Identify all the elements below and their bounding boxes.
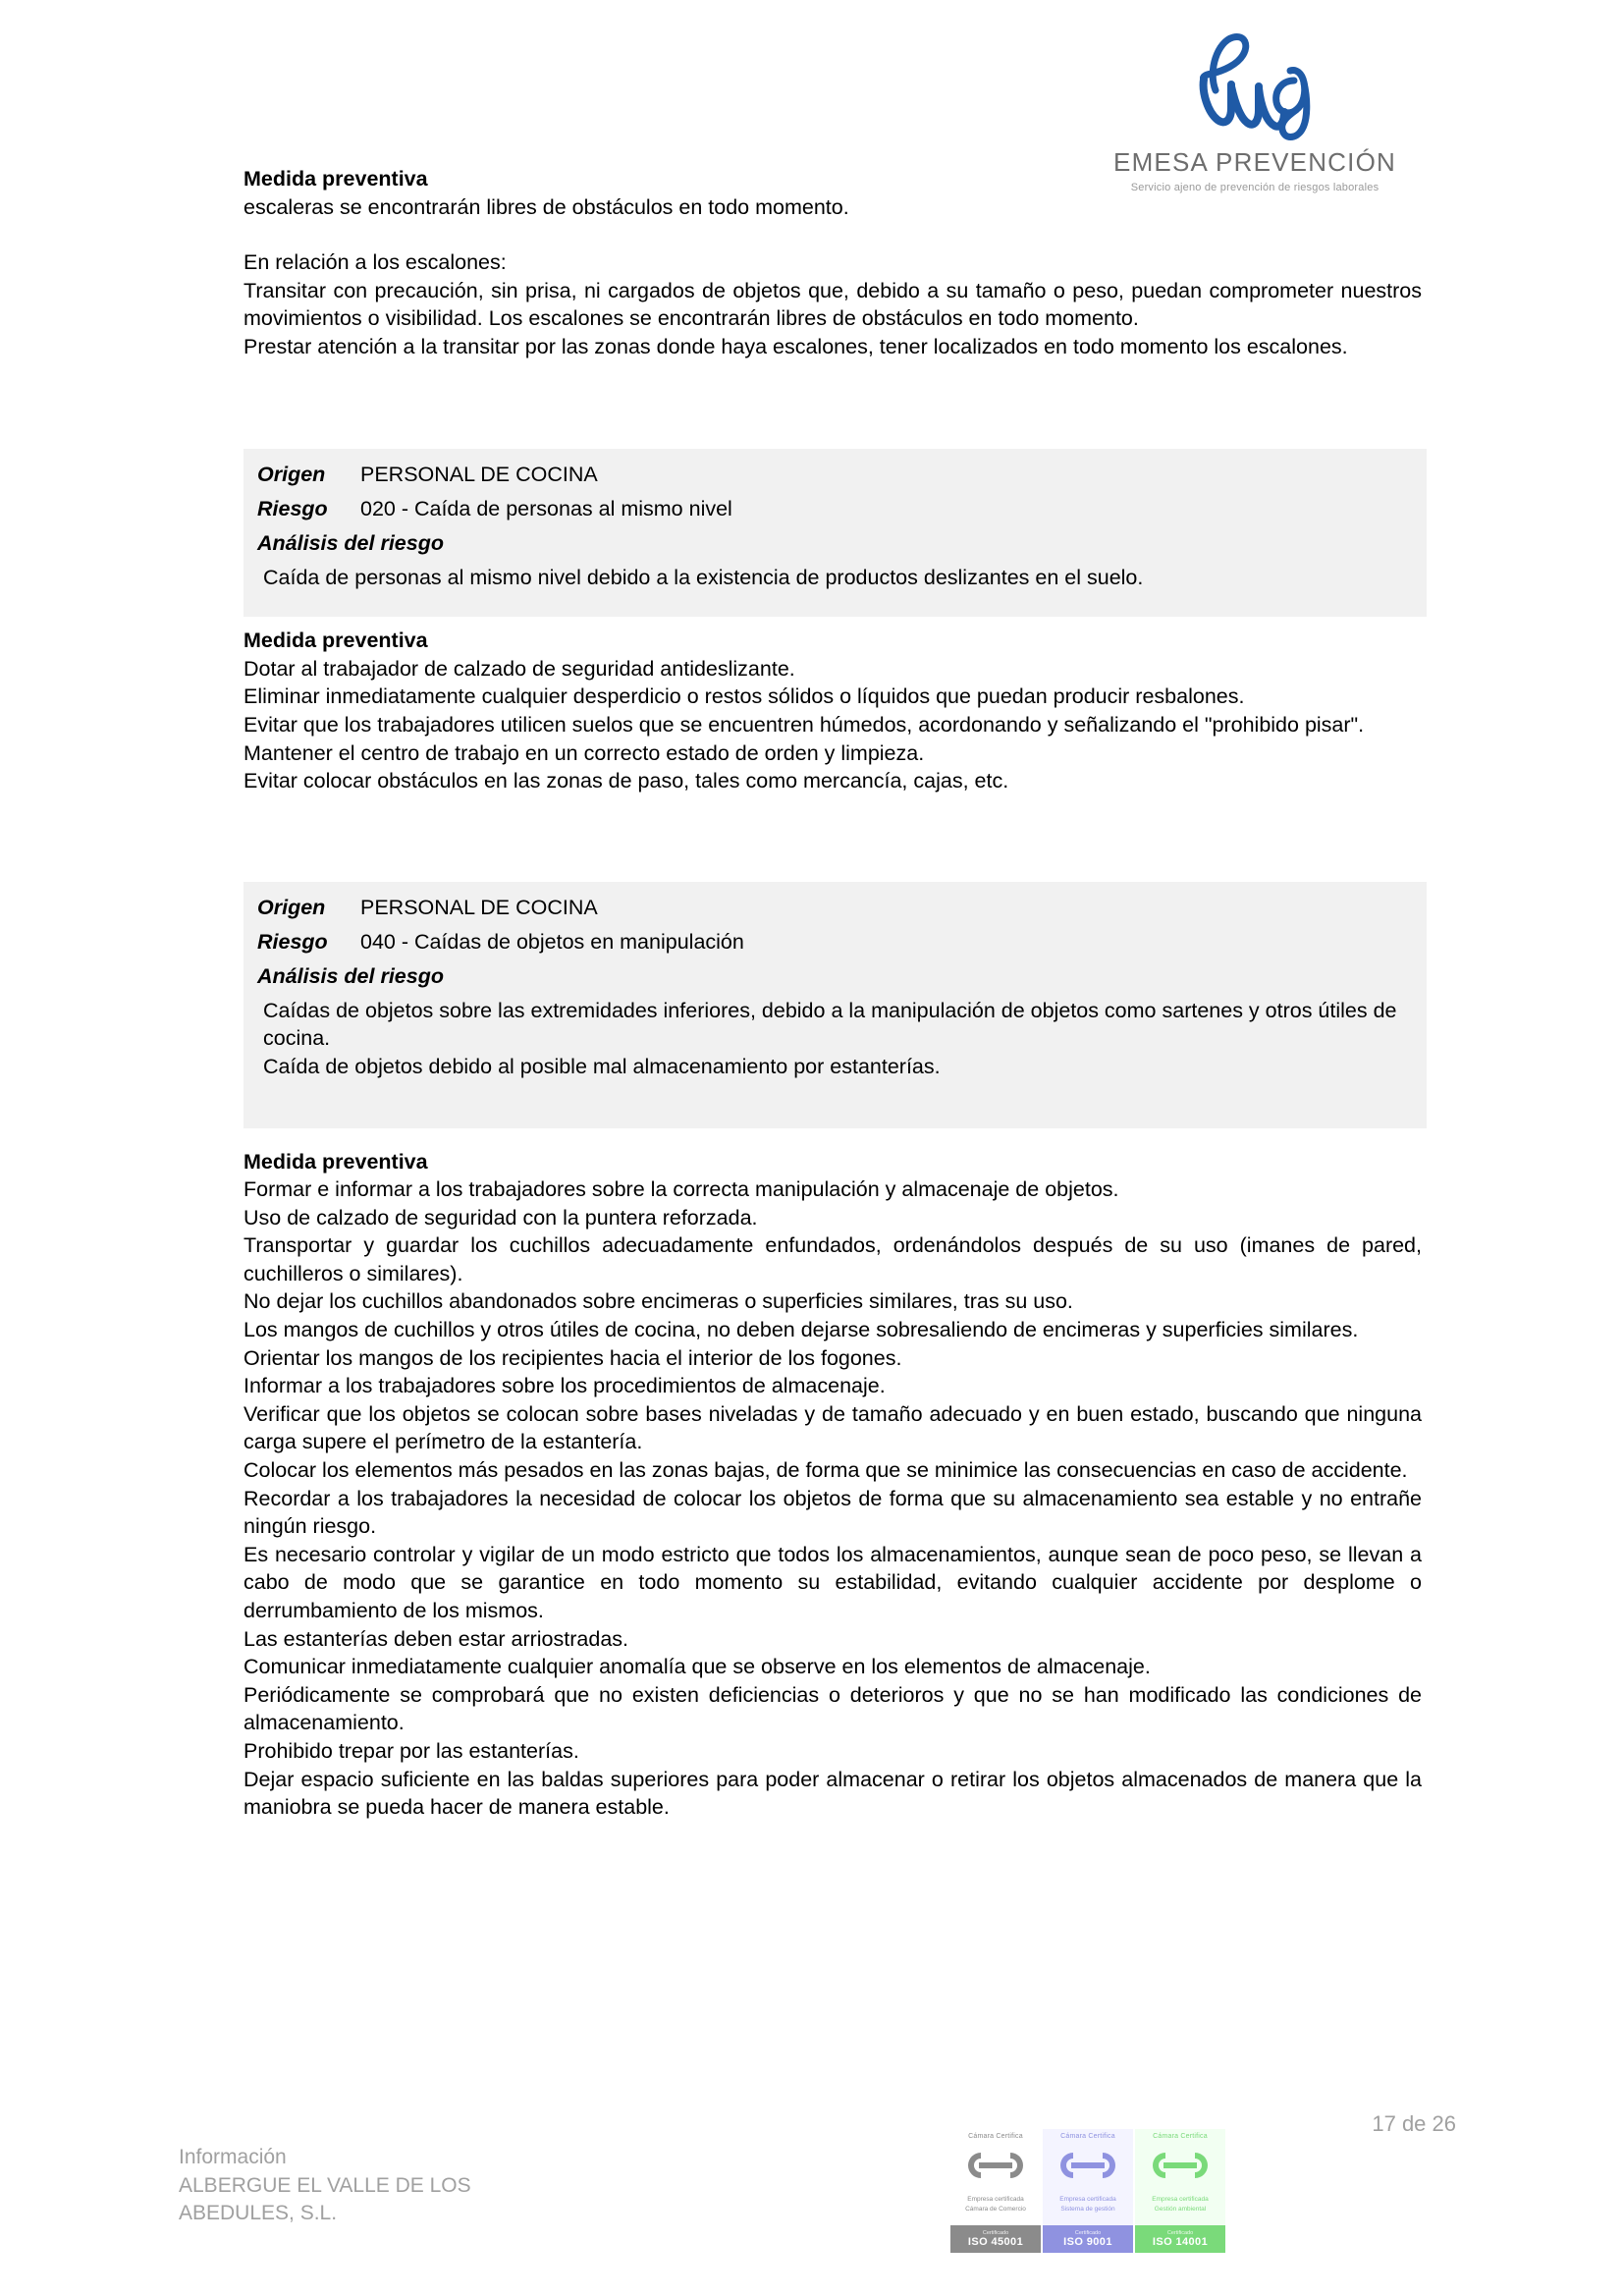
- risk-riesgo-label: Riesgo: [257, 496, 328, 520]
- footer-info-label: Información: [179, 2146, 287, 2168]
- measures-040-line-13: Comunicar inmediatamente cualquier anomalía que se observe en los elementos de almacenaje.: [243, 1655, 1151, 1679]
- section-1-line-2: En relación a los escalones:: [243, 250, 507, 275]
- measures-040-line-1: Formar e informar a los trabajadores sobre la correcta manipulación y almacenaje de objetos.: [243, 1177, 1119, 1202]
- measures-040-line-4: No dejar los cuchillos abandonados sobre encimeras o superficies similares, tras su uso.: [243, 1289, 1073, 1314]
- badge-header-text: Cámara Certifica: [1153, 2133, 1208, 2140]
- measures-040-line-11: Es necesario controlar y vigilar de un modo estricto que todos los almacenamientos, aunque sean de poco peso, se llevan a cabo de modo que se garantice en todo momento su estabilidad, evitando cualquier accidente por desplome o derrumbamiento de los mismos.: [243, 1542, 1422, 1622]
- page-number: 17 de 26: [1372, 2111, 1456, 2136]
- badge-header-text: Cámara Certifica: [1060, 2133, 1115, 2140]
- measures-020-line-3: Evitar que los trabajadores utilicen suelos que se encuentren húmedos, acordonando y señalizando el "prohibido pisar".: [243, 712, 1365, 737]
- risk-riesgo-value: 020 - Caída de personas al mismo nivel: [360, 496, 732, 520]
- badge-iso-bar: [1043, 2225, 1133, 2253]
- risk-box-040: [243, 882, 1427, 1128]
- badge-iso-code: ISO 45001: [967, 2236, 1024, 2248]
- measures-040-title: Medida preventiva: [243, 1149, 428, 1174]
- document-content: [243, 0, 1422, 1822]
- measures-040-line-7: Informar a los trabajadores sobre los procedimientos de almacenaje.: [243, 1374, 886, 1398]
- measures-020-line-1: Dotar al trabajador de calzado de seguridad antideslizante.: [243, 656, 795, 681]
- camara-certifica-logo-icon: [1043, 2140, 1133, 2191]
- document-footer: [0, 2111, 1623, 2296]
- measures-040-line-5: Los mangos de cuchillos y otros útiles de cocina, no deben dejarse sobresaliendo de encimeras y superficies similares.: [243, 1318, 1359, 1342]
- risk-origen-value: PERSONAL DE COCINA: [360, 462, 598, 486]
- certification-badge-iso-14001: [1135, 2129, 1225, 2253]
- section-1-line-3: Transitar con precaución, sin prisa, ni cargados de objetos que, debido a su tamaño o peso, puedan comprometer nuestros movimientos o visibilidad. Los escalones se encontrarán libres de obstáculos en todo momento.: [243, 278, 1422, 331]
- measures-020: [243, 627, 1422, 795]
- measures-040-line-10: Recordar a los trabajadores la necesidad de colocar los objetos de forma que su almacenamiento sea estable y no entrañe ningún riesgo.: [243, 1486, 1422, 1539]
- footer-company-line-2: ABEDULES, S.L.: [179, 2202, 338, 2225]
- footer-company-info: [179, 2144, 471, 2228]
- risk-origen-value: PERSONAL DE COCINA: [360, 895, 598, 919]
- measures-040-line-2: Uso de calzado de seguridad con la puntera reforzada.: [243, 1205, 758, 1230]
- measures-040-line-14: Periódicamente se comprobará que no existen deficiencias o deterioros y que no se han modificado las condiciones de almacenamiento.: [243, 1682, 1422, 1735]
- logo-company-name: EMESA PREVENCIÓN: [1113, 147, 1396, 177]
- badge-bar-small-text: Certificado: [1166, 2230, 1194, 2236]
- measures-040-line-9: Colocar los elementos más pesados en las zonas bajas, de forma que se minimice las consecuencias en caso de accidente.: [243, 1458, 1408, 1483]
- camara-certifica-logo-icon: [950, 2140, 1041, 2191]
- certification-badges: [950, 2129, 1225, 2253]
- measures-020-line-4: Mantener el centro de trabajo en un correcto estado de orden y limpieza.: [243, 740, 925, 765]
- risk-origen-label: Origen: [257, 462, 326, 486]
- certification-badge-iso-45001: [950, 2129, 1041, 2253]
- risk-analysis-label: Análisis del riesgo: [257, 530, 444, 555]
- measures-040-line-16: Dejar espacio suficiente en las baldas superiores para poder almacenar o retirar los objetos almacenados de manera que la maniobra se pueda hacer de manera estable.: [243, 1767, 1422, 1820]
- risk-riesgo-value: 040 - Caídas de objetos en manipulación: [360, 929, 744, 954]
- risk-analysis-text-1: Caídas de objetos sobre las extremidades inferiores, debido a la manipulación de objetos como sartenes y otros útiles de cocina.: [263, 998, 1397, 1051]
- risk-box-020: [243, 449, 1427, 618]
- section-1-line-1: escaleras se encontrarán libres de obstáculos en todo momento.: [243, 194, 849, 219]
- measures-040-line-12: Las estanterías deben estar arriostradas.: [243, 1626, 628, 1651]
- badge-sub-line-1: Empresa certificada: [1059, 2196, 1116, 2203]
- badge-iso-code: ISO 14001: [1152, 2236, 1209, 2248]
- badge-bar-small-text: Certificado: [1074, 2230, 1102, 2236]
- measures-040-line-6: Orientar los mangos de los recipientes hacia el interior de los fogones.: [243, 1345, 902, 1370]
- risk-analysis-text-2: Caída de objetos debido al posible mal almacenamiento por estanterías.: [263, 1054, 941, 1078]
- badge-bar-small-text: Certificado: [982, 2230, 1009, 2236]
- badge-sub-line-1: Empresa certificada: [1152, 2196, 1209, 2203]
- badge-header-text: Cámara Certifica: [968, 2133, 1023, 2140]
- badge-sub-line-1: Empresa certificada: [967, 2196, 1024, 2203]
- badge-sub-line-2: Cámara de Comercio: [965, 2206, 1026, 2214]
- risk-origen-label: Origen: [257, 895, 326, 919]
- section-1-line-4: Prestar atención a la transitar por las zonas donde haya escalones, tener localizados en todo momento los escalones.: [243, 334, 1348, 358]
- section-1-measure-title: Medida preventiva: [243, 167, 428, 191]
- badge-iso-bar: [950, 2225, 1041, 2253]
- risk-origen-row: [243, 463, 1427, 487]
- certification-badge-iso-9001: [1043, 2129, 1133, 2253]
- risk-origen-row: [243, 896, 1427, 920]
- measures-040-line-3: Transportar y guardar los cuchillos adecuadamente enfundados, ordenándolos después de su uso (imanes de pared, cuchilleros o similares).: [243, 1233, 1422, 1285]
- badge-iso-code: ISO 9001: [1063, 2236, 1112, 2248]
- measures-020-line-2: Eliminar inmediatamente cualquier desperdicio o restos sólidos o líquidos que puedan producir resbalones.: [243, 684, 1245, 709]
- camara-certifica-logo-icon: [1135, 2140, 1225, 2191]
- measures-040-line-8: Verificar que los objetos se colocan sobre bases niveladas y de tamaño adecuado y en buen estado, buscando que ninguna carga supere el perímetro de la estantería.: [243, 1401, 1422, 1454]
- badge-sub-line-2: Gestión ambiental: [1154, 2206, 1207, 2214]
- risk-analysis-text: Caída de personas al mismo nivel debido a la existencia de productos deslizantes en el suelo.: [263, 565, 1144, 589]
- risk-riesgo-row: [243, 497, 1427, 521]
- measures-020-line-5: Evitar colocar obstáculos en las zonas de paso, tales como mercancía, cajas, etc.: [243, 769, 1009, 793]
- risk-riesgo-label: Riesgo: [257, 929, 328, 954]
- risk-riesgo-row: [243, 930, 1427, 955]
- logo-tagline: Servicio ajeno de prevención de riesgos laborales: [1130, 182, 1380, 193]
- measures-040-line-15: Prohibido trepar por las estanterías.: [243, 1738, 579, 1763]
- measures-020-title: Medida preventiva: [243, 629, 428, 653]
- risk-analysis-label: Análisis del riesgo: [257, 963, 444, 988]
- badge-iso-bar: [1135, 2225, 1225, 2253]
- measures-040: [243, 1148, 1422, 1822]
- badge-sub-line-2: Sistema de gestión: [1060, 2206, 1115, 2214]
- footer-company-line-1: ALBERGUE EL VALLE DE LOS: [179, 2173, 471, 2197]
- section-1-measures: [243, 165, 1422, 361]
